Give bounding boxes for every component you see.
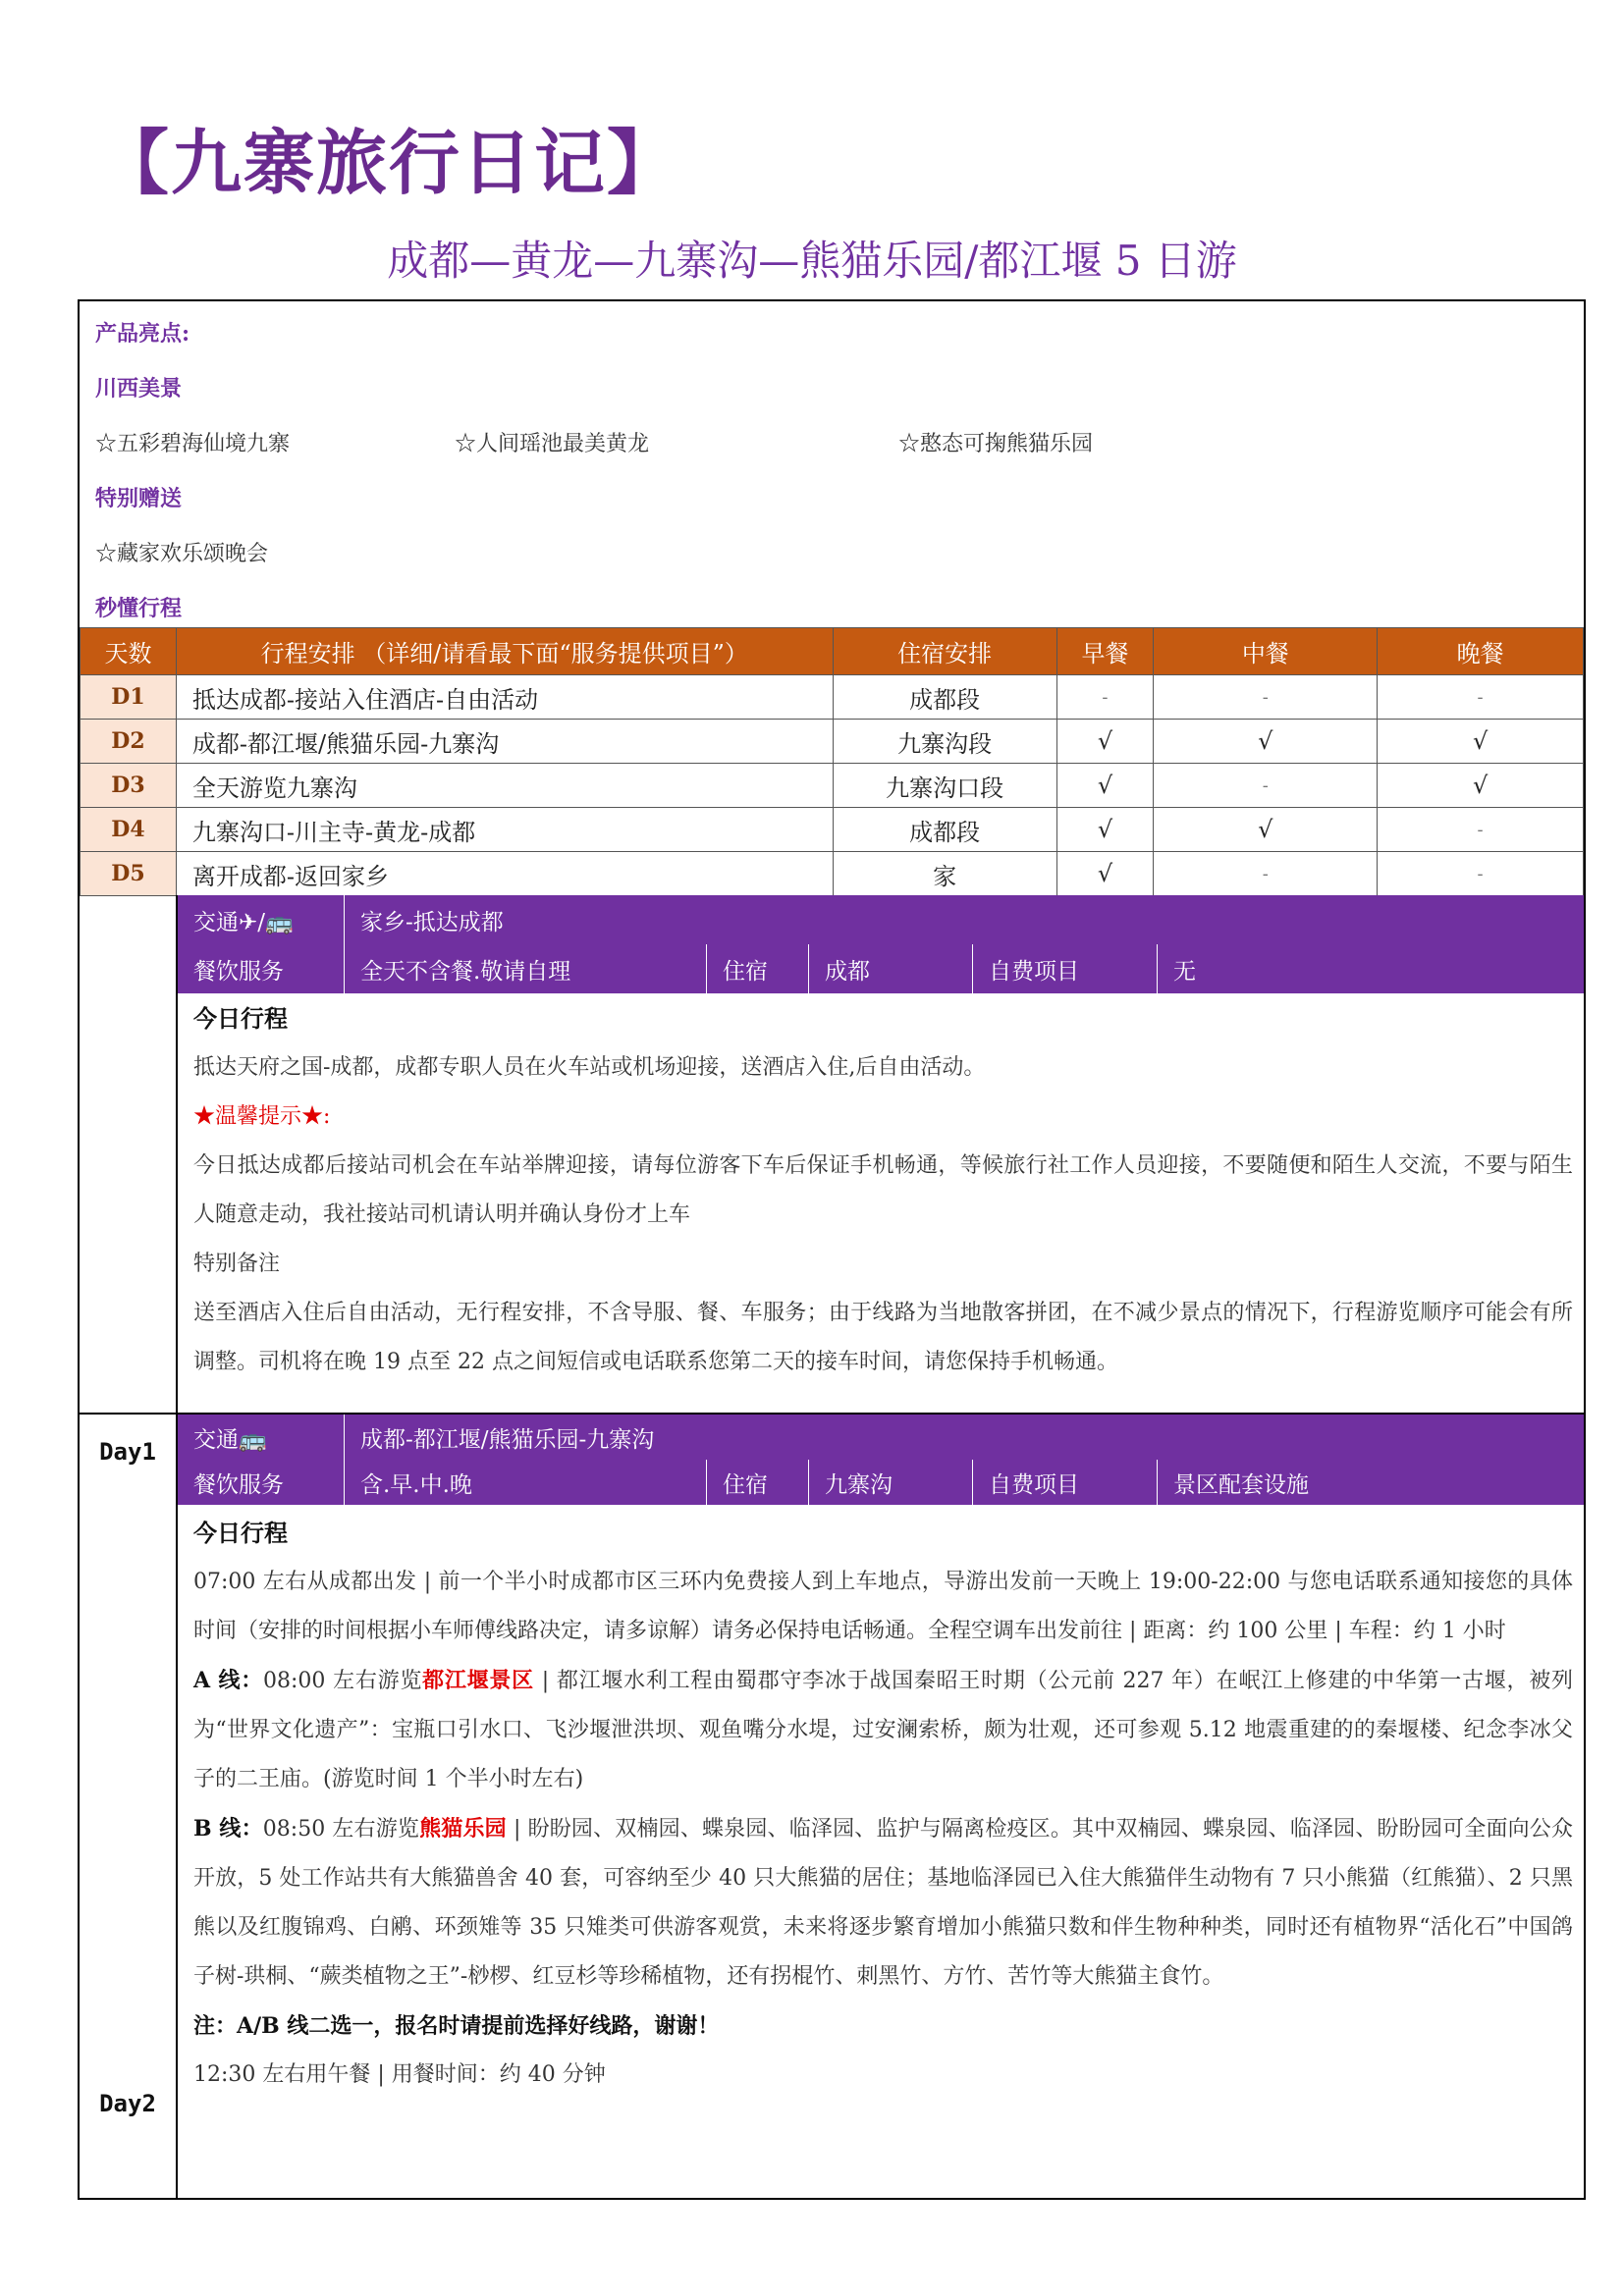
section-sichuan-scenery: 川西美景 [95,376,183,401]
itinerary-frame [78,299,1586,2200]
stay-cell: 九寨沟口段 [833,764,1056,808]
day2-label: Day2 [99,2090,156,2117]
day1-meal: 全天不含餐.敬请自理 [345,944,707,993]
extra-label: 自费项目 [973,1460,1158,1505]
lunch-cell: - [1154,764,1378,808]
table-row [81,720,1584,764]
table-row [81,764,1584,808]
line-b-time: 08:50 左右游览 [262,1817,420,1842]
day2-service-bar [178,1460,1584,1506]
col-breakfast: 早餐 [1056,628,1154,675]
meal-label: 餐饮服务 [178,944,345,993]
line-b-text: | 盼盼园、双楠园、蝶泉园、临泽园、监护与隔离检疫区。其中双楠园、蝶泉园、临泽园、盼盼园可全面向公众开放，5 处工作站共有大熊猫兽舍 40 套，可容纳至少 40 只大熊猫的居住；基地临泽园已入住大熊猫伴生动物有 7 只小熊猫（红熊猫）、2 只黑熊以及红腹锦鸡、白鹇、环颈雉等 35 只雉类可供游客观赏，未来将逐步繁育增加小熊猫只数和伴生物种种类，同时还有植物界“活化石”中国鸽子树-珙桐、“蕨类植物之王”-桫椤、红豆杉等珍稀植物，还有拐棍竹、刺黑竹、方竹、苦竹等大熊猫主食竹。 [193,1817,1573,1989]
day2-lunch: 12:30 左右用午餐 | 用餐时间：约 40 分钟 [193,2062,606,2087]
day1-transport-bar [178,895,1584,945]
plan-cell: 离开成都-返回家乡 [176,852,833,896]
breakfast-cell: √ [1056,852,1154,896]
stay-cell: 成都段 [833,808,1056,852]
day2-extra: 景区配套设施 [1173,1471,1309,1498]
line-a-time: 08:00 左右游览 [263,1669,423,1693]
lunch-cell: √ [1154,808,1378,852]
table-row [81,675,1584,720]
day1-paragraph: 抵达天府之国-成都，成都专职人员在火车站或机场迎接，送酒店入住,后自由活动。 [193,1055,986,1080]
day1-stay: 成都 [809,944,973,993]
day1-note-title: 特别备注 [193,1252,281,1276]
day1-today-title: 今日行程 [193,1005,288,1033]
highlight-item: ☆憨态可掬熊猫乐园 [898,432,1094,456]
day1-service-bar [178,944,1584,994]
plan-cell: 成都-都江堰/熊猫乐园-九寨沟 [176,720,833,764]
schedule-header-row [81,628,1584,675]
meal-label: 餐饮服务 [178,1460,345,1505]
day-cell: D4 [81,808,177,852]
day1-content [193,994,1573,1387]
breakfast-cell: √ [1056,808,1154,852]
line-a-label: A 线： [193,1668,263,1693]
day1-route: 家乡-抵达成都 [360,909,504,935]
line-b-label: B 线： [193,1816,263,1842]
breakfast-cell: √ [1056,720,1154,764]
stay-label: 住宿 [707,1460,809,1505]
line-a-text: | 都江堰水利工程由蜀郡守李冰于战国秦昭王时期（公元前 227 年）在岷江上修建的中华第一古堰，被列为“世界文化遗产”：宝瓶口引水口、飞沙堰泄洪坝、观鱼嘴分水堤，过安澜索桥，颇为壮观，还可参观 5.12 地震重建的的秦堰楼、纪念李冰父子的二王庙。(游览时间 1 个半小时左右) [193,1669,1573,1791]
day2-content [193,1509,1573,2100]
day1-note-text: 送至酒店入住后自由活动，无行程安排，不含导服、餐、车服务；由于线路为当地散客拼团，在不减少景点的情况下，行程游览顺序可能会有所调整。司机将在晚 19 点至 22 点之间短信或电话联系您第二天的接车时间，请您保持手机畅通。 [193,1301,1573,1374]
dinner-cell: - [1378,808,1584,852]
gift-item: ☆藏家欢乐颂晚会 [95,542,269,566]
col-plan: 行程安排 （详细/请看最下面“服务提供项目”） [176,628,833,675]
lunch-cell: √ [1154,720,1378,764]
main-title: 【九寨旅行日记】 [98,121,680,204]
transport-label: 交通✈/🚌 [178,895,345,944]
breakfast-cell: - [1056,675,1154,720]
day2-meal: 含.早.中.晚 [345,1460,707,1505]
plan-cell: 全天游览九寨沟 [176,764,833,808]
stay-cell: 成都段 [833,675,1056,720]
day2-today-title: 今日行程 [193,1520,288,1547]
transport-label: 交通🚌 [178,1415,345,1460]
trip-subtitle: 成都—黄龙—九寨沟—熊猫乐园/都江堰 5 日游 [387,237,1237,285]
day2-stay: 九寨沟 [809,1460,973,1505]
table-row [81,852,1584,896]
extra-label: 自费项目 [973,944,1158,993]
day2-route: 成都-都江堰/熊猫乐园-九寨沟 [360,1426,655,1453]
col-day: 天数 [81,628,177,675]
day2-choose-note: 注：A/B 线二选一，报名时请提前选择好线路，谢谢！ [193,2013,720,2039]
col-stay: 住宿安排 [833,628,1056,675]
lunch-cell: - [1154,675,1378,720]
lunch-cell: - [1154,852,1378,896]
col-dinner: 晚餐 [1378,628,1584,675]
stay-cell: 九寨沟段 [833,720,1056,764]
day-cell: D5 [81,852,177,896]
dinner-cell: - [1378,852,1584,896]
day2-line-b [193,1804,1573,2002]
day-column-divider [176,895,178,2200]
stay-cell: 家 [833,852,1056,896]
table-row [81,808,1584,852]
day2-line-a [193,1656,1573,1804]
dinner-cell: √ [1378,764,1584,808]
line-a-spot: 都江堰景区 [422,1668,534,1693]
plan-cell: 抵达成都-接站入住酒店-自由活动 [176,675,833,720]
highlight-item: ☆五彩碧海仙境九寨 [95,432,291,456]
day1-extra: 无 [1173,958,1196,985]
day-cell: D2 [81,720,177,764]
day1-tip-title: ★温馨提示★: [193,1104,331,1129]
highlight-item: ☆人间瑶池最美黄龙 [455,432,650,456]
col-lunch: 中餐 [1154,628,1378,675]
day2-departure-text: 07:00 左右从成都出发 | 前一个半小时成都市区三环内免费接人到上车地点，导游出发前一天晚上 19:00-22:00 与您电话联系通知接您的具体时间（安排的时间根据小车师傅线路决定，请多谅解）请务必保持电话畅通。全程空调车出发前往 | 距离：约 100 公里 | 车程：约 1 小时 [193,1570,1573,1643]
section-special-gift: 特别赠送 [95,486,183,511]
dinner-cell: - [1378,675,1584,720]
plan-cell: 九寨沟口-川主寺-黄龙-成都 [176,808,833,852]
line-b-spot: 熊猫乐园 [419,1816,507,1842]
day1-label: Day1 [99,1438,156,1466]
day1-tip-text: 今日抵达成都后接站司机会在车站举牌迎接，请每位游客下车后保证手机畅通，等候旅行社工作人员迎接，不要随便和陌生人交流，不要与陌生人随意走动，我社接站司机请认明并确认身份才上车 [193,1153,1573,1227]
stay-label: 住宿 [707,944,809,993]
day-cell: D1 [81,675,177,720]
highlights-title: 产品亮点: [95,321,190,347]
dinner-cell: √ [1378,720,1584,764]
day-cell: D3 [81,764,177,808]
day2-transport-bar [178,1415,1584,1461]
breakfast-cell: √ [1056,764,1154,808]
section-quick-itinerary: 秒懂行程 [95,596,183,621]
schedule-table [80,627,1584,896]
